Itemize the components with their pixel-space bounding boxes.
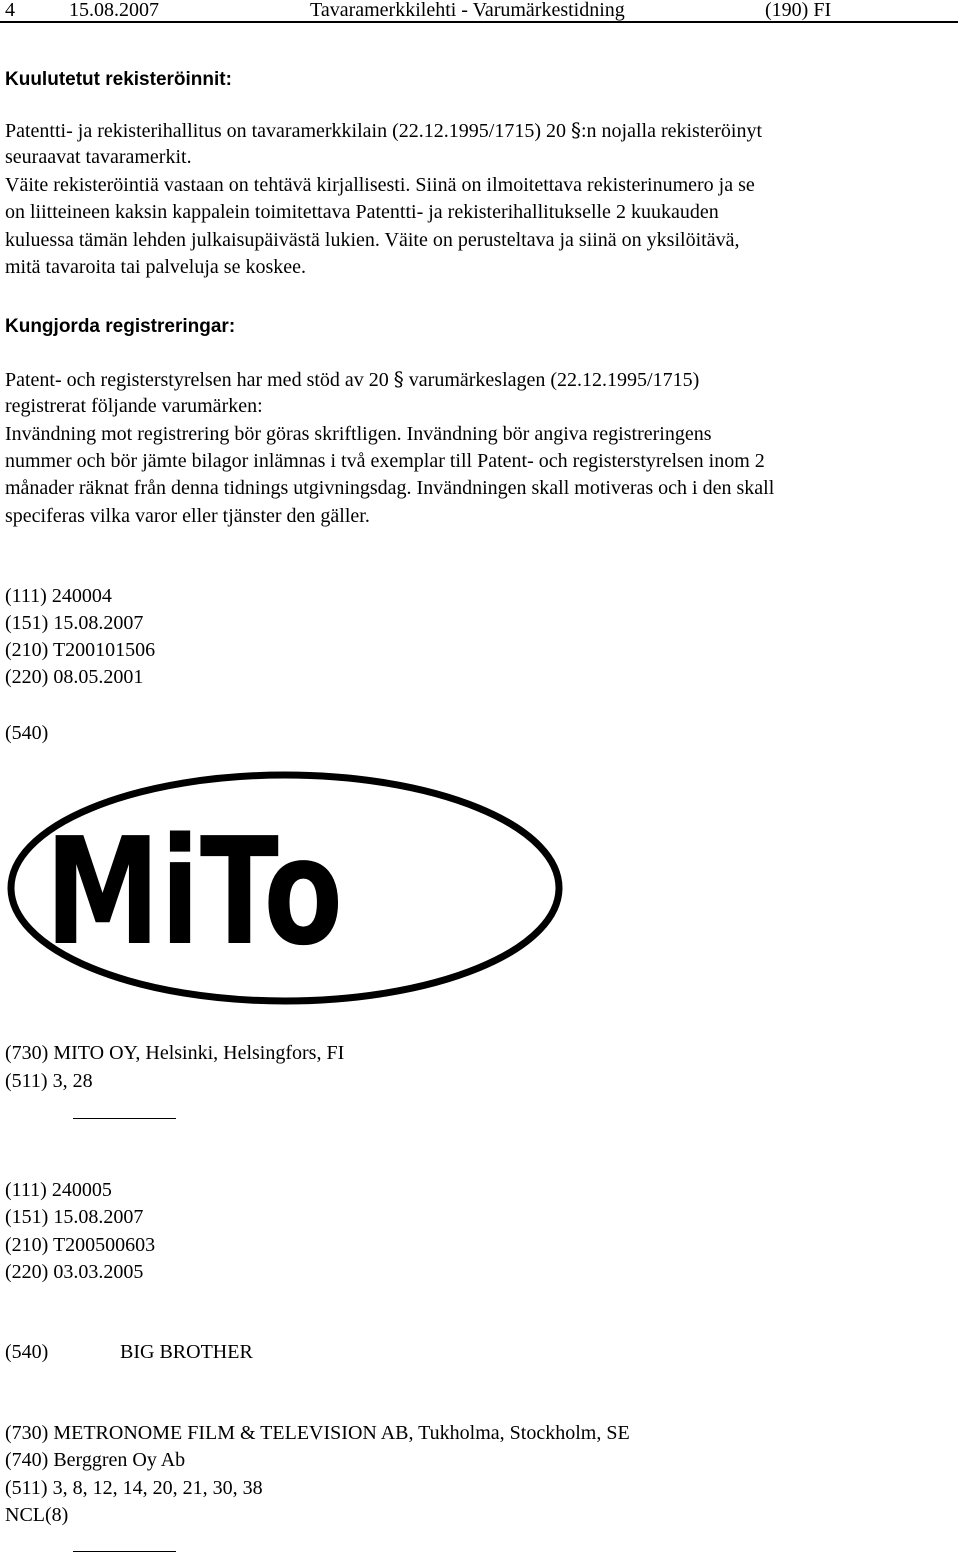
finnish-line: kuluessa tämän lehden julkaisupäivästä lukien. Väite on perusteltava ja siinä on yksilöitävä,	[5, 229, 740, 251]
logo-wordmark: MiTo	[45, 806, 343, 978]
finnish-line: mitä tavaroita tai palveluja se koskee.	[5, 256, 306, 278]
swedish-line: Invändning mot registrering bör göras skriftligen. Invändning bör angiva registreringens	[5, 423, 712, 445]
entry1-mark-label: (540)	[5, 722, 49, 744]
finnish-line-1b: :n nojalla rekisteröinyt	[580, 120, 763, 142]
entry1-filing-date: (220) 08.05.2001	[5, 666, 144, 688]
finnish-line: Väite rekisteröintiä vastaan on tehtävä kirjallisesti. Siinä on ilmoitettava rekisterinumero ja se	[5, 174, 755, 196]
swedish-line: speciferas vilka varor eller tjänster den gäller.	[5, 505, 370, 527]
swedish-line: nummer och bör jämte bilagor inlämnas i två exemplar till Patent- och registerstyrelsen inom 2	[5, 450, 765, 472]
swedish-line: månader räknat från denna tidnings utgivningsdag. Invändningen skall motiveras och i den skall	[5, 477, 775, 499]
entry2-word-mark: BIG BROTHER	[120, 1341, 253, 1363]
entry2-application-number: (210) T200500603	[5, 1234, 156, 1256]
entry2-holder: (730) METRONOME FILM & TELEVISION AB, Tukholma, Stockholm, SE	[5, 1422, 630, 1444]
finnish-heading: Kuulutetut rekisteröinnit:	[5, 69, 232, 90]
finnish-line: on liitteineen kaksin kappalein toimitettava Patentti- ja rekisterihallitukselle 2 kuukauden	[5, 201, 719, 223]
entry2-ncl: NCL(8)	[5, 1504, 69, 1526]
swedish-line: registrerat följande varumärken:	[5, 395, 263, 417]
page-number: 4	[5, 0, 15, 21]
entry2-registration-number: (111) 240005	[5, 1179, 112, 1201]
swedish-line-1	[5, 366, 699, 394]
issue-code: (190) FI	[765, 0, 832, 21]
section-sign: §	[570, 118, 581, 142]
entry1-application-number: (210) T200101506	[5, 639, 156, 661]
swedish-line-1a: Patent- och registerstyrelsen har med stöd av 20	[5, 369, 394, 391]
entry-separator	[73, 1118, 176, 1119]
entry2-registration-date: (151) 15.08.2007	[5, 1206, 144, 1228]
finnish-line: seuraavat tavaramerkit.	[5, 146, 192, 168]
entry1-holder: (730) MITO OY, Helsinki, Helsingfors, FI	[5, 1042, 345, 1064]
entry-separator	[73, 1551, 176, 1552]
entry1-registration-date: (151) 15.08.2007	[5, 612, 144, 634]
entry1-classes: (511) 3, 28	[5, 1070, 93, 1092]
swedish-line-1b: varumärkeslagen (22.12.1995/1715)	[403, 369, 700, 391]
entry2-mark-label: (540)	[5, 1341, 49, 1363]
entry2-filing-date: (220) 03.03.2005	[5, 1261, 144, 1283]
entry1-registration-number: (111) 240004	[5, 585, 112, 607]
section-sign: §	[393, 367, 404, 391]
issue-date: 15.08.2007	[69, 0, 159, 21]
header-rule	[0, 21, 958, 23]
entry2-classes: (511) 3, 8, 12, 14, 20, 21, 30, 38	[5, 1477, 263, 1499]
publication-title: Tavaramerkkilehti - Varumärkestidning	[310, 0, 625, 21]
entry2-representative: (740) Berggren Oy Ab	[5, 1449, 186, 1471]
finnish-line-1	[5, 117, 762, 145]
finnish-line-1a: Patentti- ja rekisterihallitus on tavaramerkkilain (22.12.1995/1715) 20	[5, 120, 571, 142]
swedish-heading: Kungjorda registreringar:	[5, 316, 236, 337]
mito-logo	[5, 770, 565, 1010]
